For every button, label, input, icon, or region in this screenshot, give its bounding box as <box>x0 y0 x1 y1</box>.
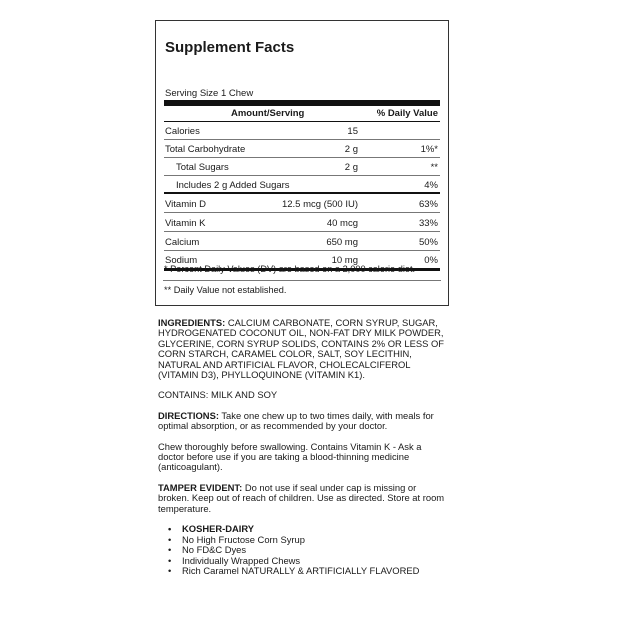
footnote-not-established: ** Daily Value not established. <box>164 285 287 295</box>
feature-text: KOSHER-DAIRY <box>182 523 255 535</box>
tamper-paragraph <box>158 483 448 514</box>
nutrient-row-calories <box>164 122 440 140</box>
ingredients-paragraph <box>158 318 448 380</box>
nutrient-row-vitamin-k <box>164 214 440 232</box>
list-item <box>158 566 448 577</box>
feature-list <box>158 524 448 577</box>
nutrient-name: Total Carbohydrate <box>165 144 246 155</box>
directions-heading: DIRECTIONS: <box>158 409 219 421</box>
nutrient-amount: 12.5 mcg (500 IU) <box>281 199 358 210</box>
bullet-icon: • <box>168 523 172 535</box>
facts-title: Supplement Facts <box>165 39 295 56</box>
bullet-icon: • <box>168 554 172 566</box>
nutrient-amount: 2 g <box>344 144 358 155</box>
nutrient-name: Total Sugars <box>176 162 229 173</box>
bullet-icon: • <box>168 533 172 545</box>
feature-text: Rich Caramel NATURALLY & ARTIFICIALLY FLAVORED <box>182 565 420 577</box>
directions-paragraph <box>158 411 448 432</box>
feature-text: No High Fructose Corn Syrup <box>182 533 305 545</box>
nutrient-amount: 650 mg <box>326 237 358 248</box>
nutrient-name: Includes 2 g Added Sugars <box>176 180 290 191</box>
nutrient-dv: 4% <box>424 180 438 191</box>
facts-header-row <box>164 106 440 121</box>
nutrient-name: Vitamin D <box>165 199 207 210</box>
feature-text: Individually Wrapped Chews <box>182 554 301 566</box>
ingredients-heading: INGREDIENTS: <box>158 317 226 328</box>
nutrient-dv: 50% <box>418 237 438 248</box>
header-amount: Amount/Serving <box>231 108 305 119</box>
nutrient-row-sodium <box>164 251 440 271</box>
nutrient-amount: 40 mcg <box>326 218 358 229</box>
nutrient-dv: 63% <box>418 199 438 210</box>
feature-text: No FD&C Dyes <box>182 544 247 556</box>
nutrient-amount: 2 g <box>344 162 358 173</box>
nutrient-row-vitamin-d <box>164 195 440 213</box>
tamper-text: Do not use if seal under cap is missing or broken. Keep out of reach of children. Use as directed. Store at room temperature. <box>158 481 445 514</box>
allergen-statement: CONTAINS: MILK AND SOY <box>158 389 278 401</box>
nutrient-row-carbohydrate <box>164 140 440 158</box>
nutrient-name: Vitamin K <box>165 218 206 229</box>
nutrient-amount: 10 mg <box>331 255 358 266</box>
nutrient-dv: ** <box>430 162 438 173</box>
nutrient-row-sugars <box>164 158 440 176</box>
nutrient-row-added-sugars <box>164 176 440 194</box>
bullet-icon: • <box>168 565 172 577</box>
directions-text: Take one chew up to two times daily, with meals for optimal absorption, or as recommended by your doctor. <box>158 409 434 432</box>
header-daily-value: % Daily Value <box>376 108 438 119</box>
supplement-facts-panel <box>155 20 449 306</box>
ingredients-text: CALCIUM CARBONATE, CORN SYRUP, SUGAR, HYDROGENATED COCONUT OIL, NON-FAT DRY MILK POWDER, GLYCERINE, CORN SYRUP SOLIDS, CONTAINS 2% OR LESS OF CORN STARCH, CARAMEL COLOR, SALT, SOY LECITHIN, NATURAL AND ARTIFICIAL FLAVOR, CHOLECALCIFEROL (VITAMIN D3), PHYLLOQUINONE (VITAMIN K1). <box>158 317 444 381</box>
chew-warning: Chew thoroughly before swallowing. Contains Vitamin K - Ask a doctor before use if you are taking a blood-thinning medicine (anticoagulant). <box>158 440 422 473</box>
nutrient-dv: 33% <box>418 218 438 229</box>
nutrient-dv: 0% <box>424 255 438 266</box>
label-text-block <box>158 318 448 577</box>
serving-size: Serving Size 1 Chew <box>165 88 254 99</box>
nutrient-amount: 15 <box>347 126 358 137</box>
footnote-daily-values: * Percent Daily Values (DV) are based on a 2,000 calorie diet. <box>164 264 416 274</box>
tamper-heading: TAMPER EVIDENT: <box>158 481 243 493</box>
nutrient-dv: 1%* <box>420 144 438 155</box>
nutrient-row-calcium <box>164 233 440 251</box>
nutrient-name: Calcium <box>165 237 200 248</box>
nutrient-name: Calories <box>165 126 200 137</box>
nutrient-name: Sodium <box>165 255 198 266</box>
bullet-icon: • <box>168 544 172 556</box>
